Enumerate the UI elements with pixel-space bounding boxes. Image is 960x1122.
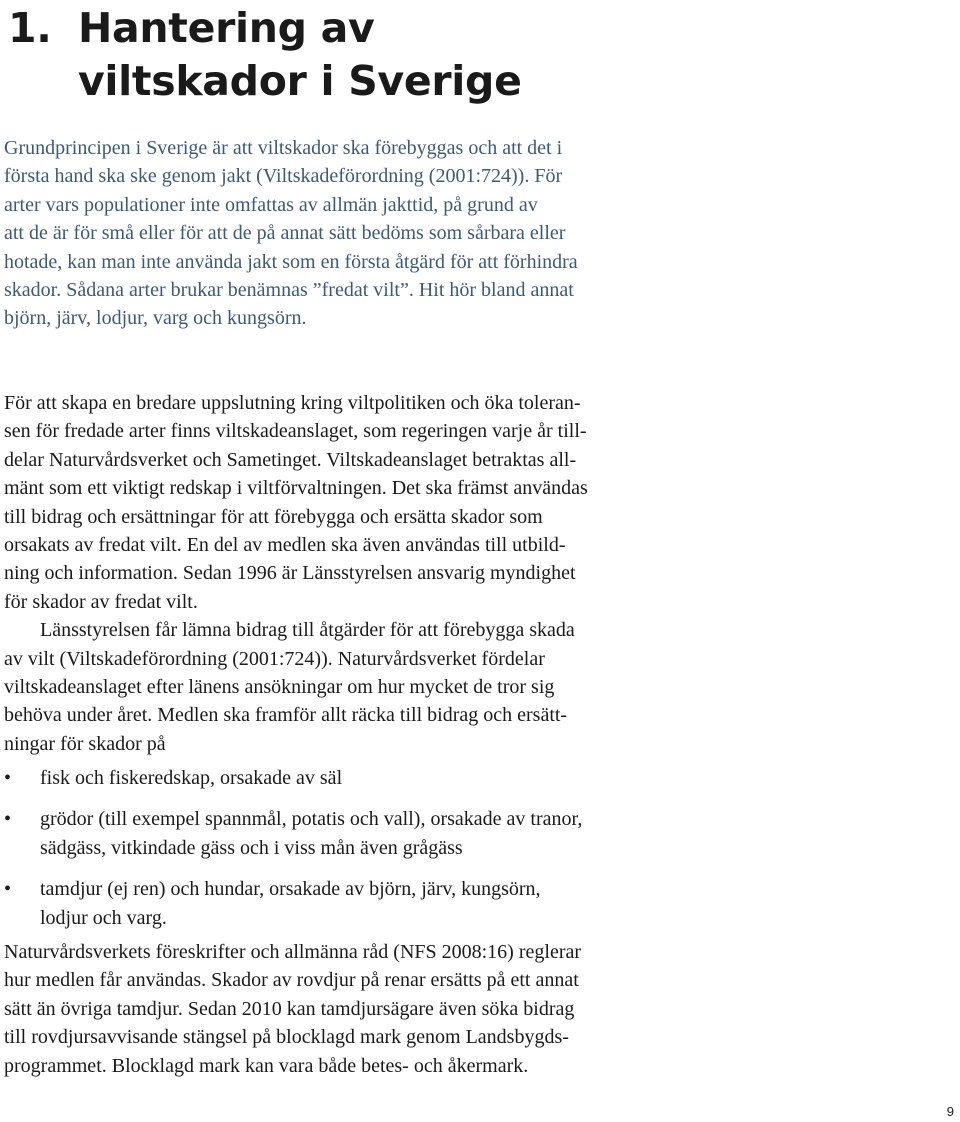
closing-paragraph: [4, 938, 704, 1080]
list-item: [4, 764, 724, 793]
text-line: sädgäss, vitkindade gäss och i viss mån även grågäss: [40, 837, 463, 859]
text-line: av vilt (Viltskadeförordning (2001:724)). Naturvårdsverket fördelar: [4, 647, 545, 670]
text-line: delar Naturvårdsverket och Sametinget. Viltskadeanslaget betraktas all-: [4, 448, 577, 471]
text-line: till bidrag och ersättningar för att förebygga och ersätta skador som: [4, 505, 543, 528]
text-line-indented: Länsstyrelsen får lämna bidrag till åtgärder för att förebygga skada: [40, 619, 575, 642]
text-line: behöva under året. Medlen ska framför allt räcka till bidrag och ersätt-: [4, 704, 568, 727]
text-line: hur medlen får användas. Skador av rovdjur på renar ersätts på ett annat: [4, 969, 579, 992]
bullet-marker: •: [4, 767, 12, 789]
text-line: fisk och fiskeredskap, orsakade av säl: [40, 767, 343, 789]
text-line: För att skapa en bredare uppslutning kring viltpolitiken och öka toleran-: [4, 392, 581, 414]
intro-paragraph: [4, 134, 704, 333]
bullet-list: [4, 764, 724, 933]
text-line: viltskadeanslaget efter länens ansökningar om hur mycket de tror sig: [4, 676, 555, 699]
text-line: sätt än övriga tamdjur. Sedan 2010 kan tamdjursägare även söka bidrag: [4, 997, 575, 1020]
text-line: till rovdjursavvisande stängsel på blocklagd mark genom Landsbygds-: [4, 1026, 569, 1049]
chapter-title-line: viltskador i Sverige: [78, 57, 522, 105]
chapter-title: [78, 2, 698, 108]
text-line: orsakats av fredat vilt. En del av medlen ska även användas till utbild-: [4, 534, 566, 557]
text-line: att de är för små eller för att de på annat sätt bedöms som sårbara eller: [4, 222, 566, 245]
list-item: [4, 875, 724, 933]
text-line: grödor (till exempel spannmål, potatis och vall), orsakade av tranor,: [40, 808, 583, 830]
text-line: lodjur och varg.: [40, 907, 167, 929]
chapter-number: 1.: [8, 4, 52, 52]
text-line: hotade, kan man inte använda jakt som en första åtgärd för att förhindra: [4, 250, 578, 273]
text-line: ningar för skador på: [4, 732, 166, 755]
text-line: första hand ska ske genom jakt (Viltskadeförordning (2001:724)). För: [4, 165, 563, 188]
text-line: ning och information. Sedan 1996 är Länsstyrelsen ansvarig myndighet: [4, 562, 576, 585]
text-line: arter vars populationer inte omfattas av allmän jakttid, på grund av: [4, 193, 538, 216]
page-number: 9: [946, 1104, 954, 1119]
bullet-marker: •: [4, 808, 12, 830]
text-line: mänt som ett viktigt redskap i viltförvaltningen. Det ska främst användas: [4, 477, 588, 500]
bullet-marker: •: [4, 878, 12, 900]
text-line: skador. Sådana arter brukar benämnas ”fredat vilt”. Hit hör bland annat: [4, 279, 574, 302]
text-line: för skador av fredat vilt.: [4, 590, 198, 613]
list-item: [4, 805, 724, 863]
text-line: tamdjur (ej ren) och hundar, orsakade av björn, järv, kungsörn,: [40, 878, 541, 900]
text-line: Grundprincipen i Sverige är att viltskador ska förebyggas och att det i: [4, 137, 563, 159]
text-line: sen för fredade arter finns viltskadeanslaget, som regeringen varje år till-: [4, 420, 587, 443]
body-paragraph: [4, 389, 704, 758]
text-line: björn, järv, lodjur, varg och kungsörn.: [4, 307, 307, 330]
chapter-title-line: Hantering av: [78, 4, 375, 52]
text-line: Naturvårdsverkets föreskrifter och allmänna råd (NFS 2008:16) reglerar: [4, 941, 582, 963]
text-line: programmet. Blocklagd mark kan vara både betes- och åkermark.: [4, 1054, 529, 1077]
